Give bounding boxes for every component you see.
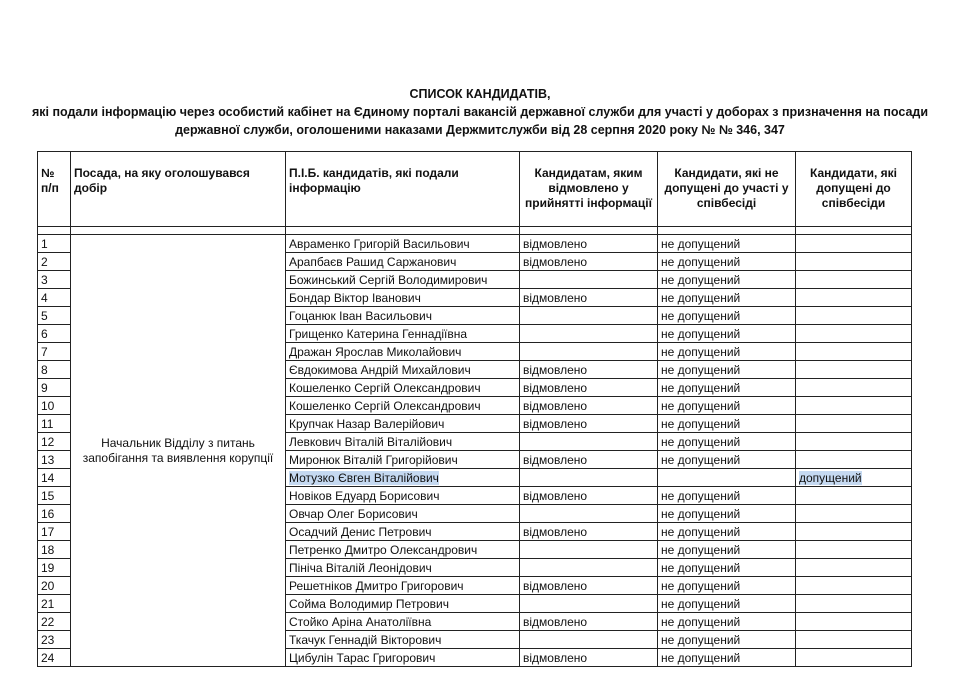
row-number: 11 — [38, 415, 71, 433]
doc-title: СПИСОК КАНДИДАТІВ, — [409, 87, 551, 101]
candidate-name: Гоцанюк Іван Васильович — [286, 307, 520, 325]
refused-status — [520, 271, 658, 289]
candidate-name: Авраменко Григорій Васильович — [286, 235, 520, 253]
not-admitted-status: не допущений — [658, 451, 796, 469]
admitted-status — [796, 235, 912, 253]
refused-status — [520, 343, 658, 361]
admitted-status — [796, 289, 912, 307]
candidate-name: Бондар Віктор Іванович — [286, 289, 520, 307]
candidate-name: Пініча Віталій Леонідович — [286, 559, 520, 577]
candidate-name — [286, 469, 520, 487]
not-admitted-status: не допущений — [658, 361, 796, 379]
candidate-name: Сойма Володимир Петрович — [286, 595, 520, 613]
doc-subtitle-line-2: державної служби, оголошеними наказами Держмитслужби від 28 серпня 2020 року № № 346, 347 — [175, 123, 785, 137]
refused-status: відмовлено — [520, 397, 658, 415]
not-admitted-status: не допущений — [658, 289, 796, 307]
refused-status: відмовлено — [520, 487, 658, 505]
not-admitted-status: не допущений — [658, 559, 796, 577]
admitted-status — [796, 361, 912, 379]
not-admitted-status: не допущений — [658, 595, 796, 613]
row-number: 7 — [38, 343, 71, 361]
admitted-status — [796, 433, 912, 451]
refused-status — [520, 433, 658, 451]
header-name: П.І.Б. кандидатів, які подали інформацію — [286, 152, 520, 227]
candidate-name: Левкович Віталій Віталійович — [286, 433, 520, 451]
admitted-status — [796, 379, 912, 397]
not-admitted-status: не допущений — [658, 379, 796, 397]
row-number: 22 — [38, 613, 71, 631]
admitted-status — [796, 253, 912, 271]
row-number: 2 — [38, 253, 71, 271]
refused-status — [520, 325, 658, 343]
refused-status — [520, 469, 658, 487]
candidate-name: Стойко Аріна Анатоліївна — [286, 613, 520, 631]
candidate-name: Дражан Ярослав Миколайович — [286, 343, 520, 361]
admitted-status — [796, 415, 912, 433]
refused-status: відмовлено — [520, 379, 658, 397]
header-row — [38, 152, 912, 227]
position-cell: Начальник Відділу з питань запобігання та виявлення корупції — [71, 235, 286, 667]
candidate-name: Грищенко Катерина Геннадіївна — [286, 325, 520, 343]
row-number: 9 — [38, 379, 71, 397]
not-admitted-status: не допущений — [658, 541, 796, 559]
row-number: 6 — [38, 325, 71, 343]
row-number: 14 — [38, 469, 71, 487]
candidate-name: Осадчий Денис Петрович — [286, 523, 520, 541]
candidate-name: Арапбаєв Рашид Саржанович — [286, 253, 520, 271]
admitted-status — [796, 469, 912, 487]
not-admitted-status: не допущений — [658, 649, 796, 667]
not-admitted-status — [658, 469, 796, 487]
refused-status — [520, 631, 658, 649]
admitted-status — [796, 325, 912, 343]
admitted-status — [796, 397, 912, 415]
candidate-name: Цибулін Тарас Григорович — [286, 649, 520, 667]
refused-status: відмовлено — [520, 415, 658, 433]
candidate-name-highlight: Мотузко Євген Віталійович — [289, 470, 439, 485]
table-row — [38, 235, 912, 253]
admitted-status — [796, 505, 912, 523]
admitted-status — [796, 541, 912, 559]
not-admitted-status: не допущений — [658, 613, 796, 631]
admitted-status — [796, 487, 912, 505]
row-number: 17 — [38, 523, 71, 541]
not-admitted-status: не допущений — [658, 343, 796, 361]
row-number: 20 — [38, 577, 71, 595]
admitted-status — [796, 559, 912, 577]
not-admitted-status: не допущений — [658, 505, 796, 523]
header-num: № п/п — [38, 152, 71, 227]
admitted-status — [796, 613, 912, 631]
candidate-name: Кошеленко Сергій Олександрович — [286, 379, 520, 397]
admitted-status — [796, 271, 912, 289]
row-number: 12 — [38, 433, 71, 451]
not-admitted-status: не допущений — [658, 253, 796, 271]
refused-status: відмовлено — [520, 451, 658, 469]
not-admitted-status: не допущений — [658, 271, 796, 289]
row-number: 8 — [38, 361, 71, 379]
not-admitted-status: не допущений — [658, 433, 796, 451]
candidate-name: Крупчак Назар Валерійович — [286, 415, 520, 433]
refused-status: відмовлено — [520, 361, 658, 379]
refused-status: відмовлено — [520, 253, 658, 271]
header-spacer-row — [38, 227, 912, 235]
refused-status: відмовлено — [520, 613, 658, 631]
refused-status: відмовлено — [520, 649, 658, 667]
row-number: 15 — [38, 487, 71, 505]
refused-status — [520, 559, 658, 577]
candidate-name: Божинський Сергій Володимирович — [286, 271, 520, 289]
candidates-table — [37, 151, 912, 667]
row-number: 16 — [38, 505, 71, 523]
row-number: 10 — [38, 397, 71, 415]
admitted-status — [796, 631, 912, 649]
not-admitted-status: не допущений — [658, 523, 796, 541]
admitted-status — [796, 343, 912, 361]
candidate-name: Новіков Едуард Борисович — [286, 487, 520, 505]
refused-status: відмовлено — [520, 289, 658, 307]
refused-status — [520, 595, 658, 613]
candidate-name: Миронюк Віталій Григорійович — [286, 451, 520, 469]
row-number: 21 — [38, 595, 71, 613]
candidate-name: Євдокимова Андрій Михайлович — [286, 361, 520, 379]
not-admitted-status: не допущений — [658, 415, 796, 433]
row-number: 3 — [38, 271, 71, 289]
admitted-status-highlight: допущений — [799, 470, 862, 485]
admitted-status — [796, 451, 912, 469]
row-number: 23 — [38, 631, 71, 649]
refused-status — [520, 541, 658, 559]
refused-status — [520, 307, 658, 325]
row-number: 18 — [38, 541, 71, 559]
doc-subtitle-line-1: які подали інформацію через особистий кабінет на Єдиному порталі вакансій державної служби для участі у доборах з призначення на посади — [31, 105, 929, 119]
table-body — [38, 235, 912, 667]
not-admitted-status: не допущений — [658, 577, 796, 595]
header-refused: Кандидатам, яким відмовлено у прийнятті інформації — [520, 152, 658, 227]
admitted-status — [796, 523, 912, 541]
header-position: Посада, на яку оголошувався добір — [71, 152, 286, 227]
row-number: 1 — [38, 235, 71, 253]
candidate-name: Петренко Дмитро Олександрович — [286, 541, 520, 559]
admitted-status — [796, 595, 912, 613]
row-number: 13 — [38, 451, 71, 469]
candidate-name: Ткачук Геннадій Вікторович — [286, 631, 520, 649]
admitted-status — [796, 307, 912, 325]
admitted-status — [796, 649, 912, 667]
row-number: 24 — [38, 649, 71, 667]
not-admitted-status: не допущений — [658, 325, 796, 343]
not-admitted-status: не допущений — [658, 235, 796, 253]
refused-status — [520, 505, 658, 523]
header-not-admitted: Кандидати, які не допущені до участі у співбесіді — [658, 152, 796, 227]
candidate-name: Решетніков Дмитро Григорович — [286, 577, 520, 595]
refused-status: відмовлено — [520, 523, 658, 541]
not-admitted-status: не допущений — [658, 307, 796, 325]
row-number: 4 — [38, 289, 71, 307]
admitted-status — [796, 577, 912, 595]
candidate-name: Кошеленко Сергій Олександрович — [286, 397, 520, 415]
not-admitted-status: не допущений — [658, 487, 796, 505]
candidate-name: Овчар Олег Борисович — [286, 505, 520, 523]
not-admitted-status: не допущений — [658, 631, 796, 649]
refused-status: відмовлено — [520, 577, 658, 595]
row-number: 5 — [38, 307, 71, 325]
not-admitted-status: не допущений — [658, 397, 796, 415]
refused-status: відмовлено — [520, 235, 658, 253]
header-admitted: Кандидати, які допущені до співбесіди — [796, 152, 912, 227]
row-number: 19 — [38, 559, 71, 577]
